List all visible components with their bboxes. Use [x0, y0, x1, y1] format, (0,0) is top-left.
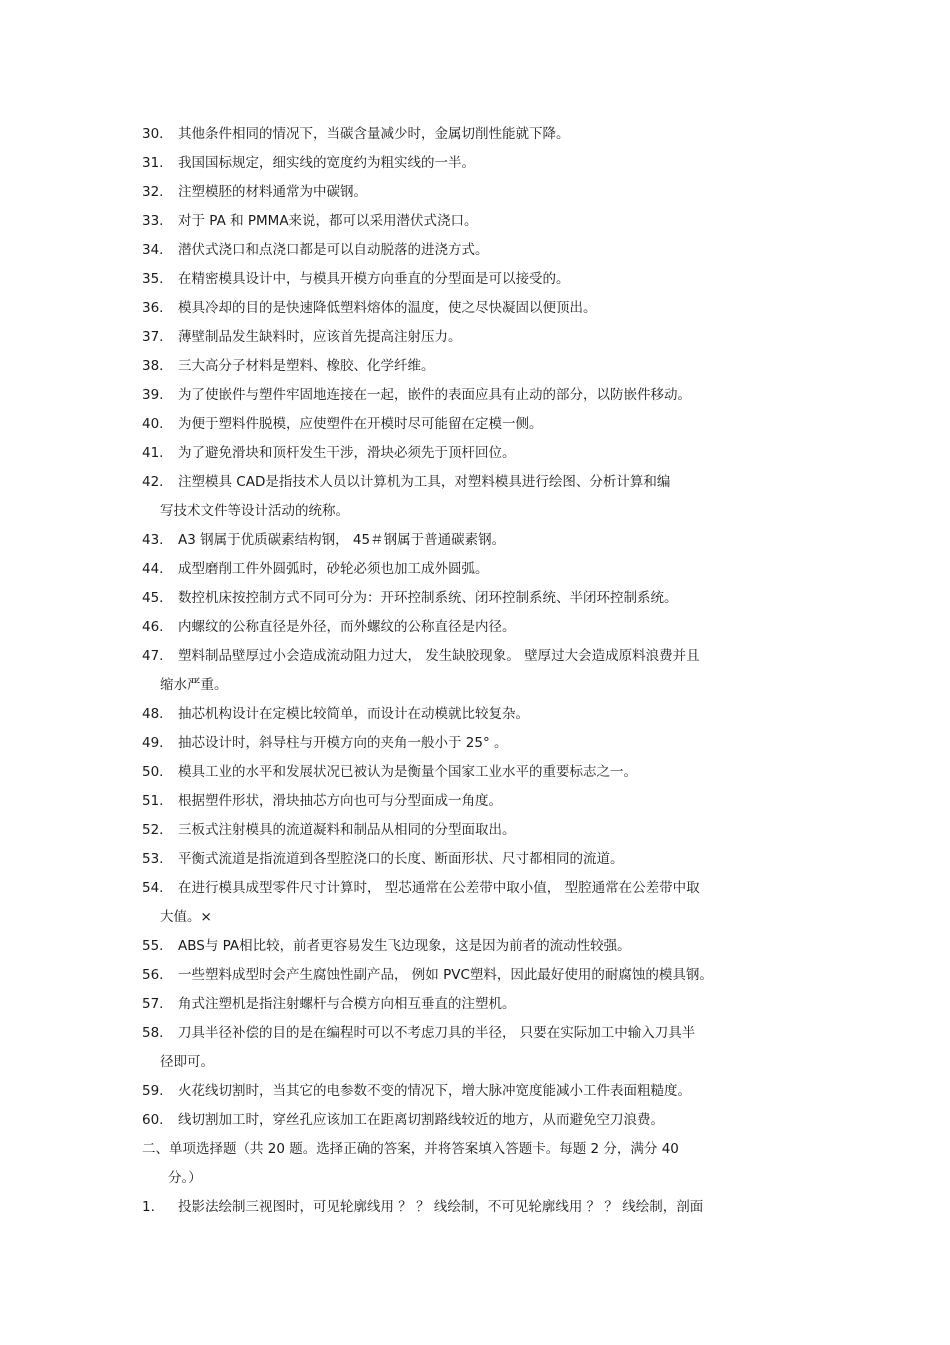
item-number: 31.	[142, 155, 164, 171]
item-number: 52.	[142, 822, 164, 838]
item-text: 模具冷却的目的是快速降低塑料熔体的温度，使之尽快凝固以便顶出。	[178, 300, 597, 316]
list-item	[142, 294, 832, 323]
true-false-items	[142, 120, 832, 1135]
item-line1	[142, 700, 832, 729]
item-number: 32.	[142, 184, 164, 200]
item-line1	[142, 845, 832, 874]
item-line1	[142, 816, 832, 845]
question-item	[142, 1193, 832, 1222]
item-number: 49.	[142, 735, 164, 751]
item-text: 在精密模具设计中，与模具开模方向垂直的分型面是可以接受的。	[178, 271, 570, 287]
item-line1	[142, 555, 832, 584]
list-item	[142, 468, 832, 526]
item-line1	[142, 236, 832, 265]
item-text: 我国国标规定，细实线的宽度约为粗实线的一半。	[178, 155, 475, 171]
section-heading-single-choice	[142, 1135, 832, 1193]
item-text: 为便于塑料件脱模，应使塑件在开模时尽可能留在定模一侧。	[178, 416, 543, 432]
item-text: 三板式注射模具的流道凝料和制品从相同的分型面取出。	[178, 822, 516, 838]
list-item	[142, 526, 832, 555]
item-line1	[142, 410, 832, 439]
item-number: 33.	[142, 213, 164, 229]
item-text: 其他条件相同的情况下，当碳含量减少时，金属切削性能就下降。	[178, 126, 570, 142]
item-number: 46.	[142, 619, 164, 635]
item-number: 38.	[142, 358, 164, 374]
item-text: 抽芯设计时，斜导柱与开模方向的夹角一般小于 25° 。	[178, 735, 508, 751]
item-line1	[142, 874, 832, 903]
item-text: ABS与 PA相比较，前者更容易发生飞边现象，这是因为前者的流动性较强。	[178, 938, 631, 954]
item-line1	[142, 352, 832, 381]
item-text: 薄壁制品发生缺料时，应该首先提高注射压力。	[178, 329, 462, 345]
document-content	[142, 120, 832, 1222]
item-number: 44.	[142, 561, 164, 577]
item-text: 平衡式流道是指流道到各型腔浇口的长度、断面形状、尺寸都相同的流道。	[178, 851, 624, 867]
item-text: 数控机床按控制方式不同可分为：开环控制系统、闭环控制系统、半闭环控制系统。	[178, 590, 678, 606]
item-text: 三大高分子材料是塑料、橡胶、化学纤维。	[178, 358, 435, 374]
list-item	[142, 642, 832, 700]
list-item	[142, 613, 832, 642]
item-text: 为了使嵌件与塑件牢固地连接在一起，嵌件的表面应具有止动的部分，以防嵌件移动。	[178, 387, 691, 403]
item-line1	[142, 932, 832, 961]
item-number: 45.	[142, 590, 164, 606]
list-item	[142, 874, 832, 932]
item-line2: 径即可。	[160, 1054, 214, 1070]
item-text: 线切割加工时，穿丝孔应该加工在距离切割路线较近的地方，从而避免空刀浪费。	[178, 1112, 664, 1128]
list-item	[142, 323, 832, 352]
list-item	[142, 207, 832, 236]
item-text: A3 钢属于优质碳素结构钢， 45＃钢属于普通碳素钢。	[178, 532, 506, 548]
list-item	[142, 932, 832, 961]
item-text: 注塑模胚的材料通常为中碳钢。	[178, 184, 367, 200]
item-text: 火花线切割时，当其它的电参数不变的情况下，增大脉冲宽度能减小工件表面粗糙度。	[178, 1083, 691, 1099]
item-number: 39.	[142, 387, 164, 403]
list-item	[142, 787, 832, 816]
item-line1	[142, 990, 832, 1019]
item-text: 成型磨削工件外圆弧时，砂轮必须也加工成外圆弧。	[178, 561, 489, 577]
list-item	[142, 265, 832, 294]
item-number: 54.	[142, 880, 164, 896]
list-item	[142, 845, 832, 874]
item-line1	[142, 149, 832, 178]
list-item	[142, 439, 832, 468]
section-heading-line1: 二、单项选择题（共 20 题。选择正确的答案，并将答案填入答题卡。每题 2 分，满分 40	[142, 1141, 679, 1157]
list-item	[142, 729, 832, 758]
item-line2: 大值。×	[160, 909, 212, 925]
item-line1	[142, 526, 832, 555]
item-line1	[142, 787, 832, 816]
item-number: 56.	[142, 967, 164, 983]
item-number: 40.	[142, 416, 164, 432]
item-text: 内螺纹的公称直径是外径，而外螺纹的公称直径是内径。	[178, 619, 516, 635]
item-text: 模具工业的水平和发展状况已被认为是衡量个国家工业水平的重要标志之一。	[178, 764, 637, 780]
item-text: 抽芯机构设计在定模比较简单，而设计在动模就比较复杂。	[178, 706, 529, 722]
item-text: 刀具半径补偿的目的是在编程时可以不考虑刀具的半径， 只要在实际加工中输入刀具半	[178, 1025, 696, 1041]
item-line1	[142, 758, 832, 787]
item-number: 58.	[142, 1025, 164, 1041]
item-line1	[142, 1077, 832, 1106]
item-text: 注塑模具 CAD是指技术人员以计算机为工具，对塑料模具进行绘图、分析计算和编	[178, 474, 671, 490]
item-number: 37.	[142, 329, 164, 345]
list-item	[142, 236, 832, 265]
item-line1	[142, 178, 832, 207]
item-number: 42.	[142, 474, 164, 490]
item-text: 一些塑料成型时会产生腐蚀性副产品， 例如 PVC塑料，因此最好使用的耐腐蚀的模具钢。	[178, 967, 713, 983]
list-item	[142, 410, 832, 439]
question-text: 投影法绘制三视图时，可见轮廓线用 ？ ？ 线绘制，不可见轮廓线用 ？ ？ 线绘制，剖面	[178, 1199, 704, 1215]
list-item	[142, 1019, 832, 1077]
item-number: 60.	[142, 1112, 164, 1128]
item-text: 在进行模具成型零件尺寸计算时， 型芯通常在公差带中取小值， 型腔通常在公差带中取	[178, 880, 700, 896]
item-line2: 写技术文件等设计活动的统称。	[160, 503, 349, 519]
item-number: 34.	[142, 242, 164, 258]
section-heading-line2: 分。）	[168, 1170, 202, 1186]
item-line1	[142, 729, 832, 758]
list-item	[142, 700, 832, 729]
item-number: 53.	[142, 851, 164, 867]
list-item	[142, 555, 832, 584]
item-text: 角式注塑机是指注射螺杆与合模方向相互垂直的注塑机。	[178, 996, 516, 1012]
list-item	[142, 120, 832, 149]
item-text: 塑料制品壁厚过小会造成流动阻力过大， 发生缺胶现象。 壁厚过大会造成原料浪费并且	[178, 648, 700, 664]
item-text: 对于 PA 和 PMMA来说，都可以采用潜伏式浇口。	[178, 213, 478, 229]
item-number: 59.	[142, 1083, 164, 1099]
item-number: 47.	[142, 648, 164, 664]
item-number: 55.	[142, 938, 164, 954]
list-item	[142, 816, 832, 845]
item-number: 35.	[142, 271, 164, 287]
list-item	[142, 1077, 832, 1106]
list-item	[142, 1106, 832, 1135]
list-item	[142, 149, 832, 178]
item-line1	[142, 381, 832, 410]
item-number: 30.	[142, 126, 164, 142]
list-item	[142, 990, 832, 1019]
item-line1	[142, 961, 832, 990]
list-item	[142, 381, 832, 410]
item-number: 36.	[142, 300, 164, 316]
item-line1	[142, 294, 832, 323]
list-item	[142, 584, 832, 613]
item-number: 51.	[142, 793, 164, 809]
item-number: 41.	[142, 445, 164, 461]
item-number: 48.	[142, 706, 164, 722]
item-line1	[142, 120, 832, 149]
item-text: 潜伏式浇口和点浇口都是可以自动脱落的进浇方式。	[178, 242, 489, 258]
item-text: 根据塑件形状，滑块抽芯方向也可与分型面成一角度。	[178, 793, 502, 809]
item-number: 43.	[142, 532, 164, 548]
list-item	[142, 758, 832, 787]
item-line1	[142, 1106, 832, 1135]
item-line1	[142, 323, 832, 352]
item-line2: 缩水严重。	[160, 677, 228, 693]
list-item	[142, 178, 832, 207]
item-line1	[142, 468, 832, 497]
list-item	[142, 961, 832, 990]
item-line1	[142, 207, 832, 236]
item-line1	[142, 439, 832, 468]
item-line1	[142, 265, 832, 294]
item-line1	[142, 613, 832, 642]
item-number: 50.	[142, 764, 164, 780]
list-item	[142, 352, 832, 381]
item-line1	[142, 1019, 832, 1048]
question-number: 1.	[142, 1199, 155, 1215]
item-line1	[142, 584, 832, 613]
item-text: 为了避免滑块和顶杆发生干涉，滑块必须先于顶杆回位。	[178, 445, 516, 461]
item-number: 57.	[142, 996, 164, 1012]
item-line1	[142, 642, 832, 671]
